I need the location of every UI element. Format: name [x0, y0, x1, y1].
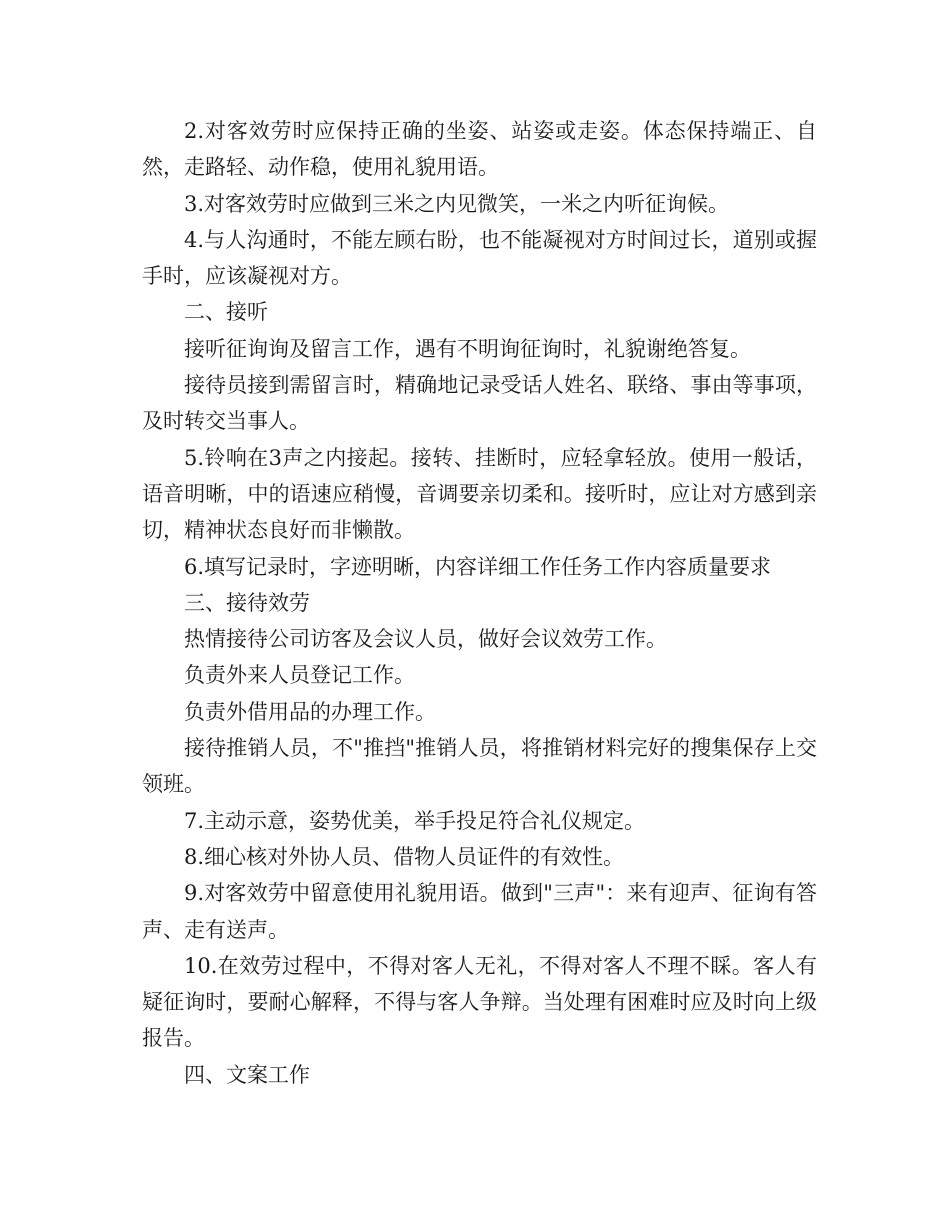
section-heading: 四、文案工作: [184, 1062, 310, 1087]
section-heading: 三、接待效劳: [184, 590, 310, 615]
paragraph: 2.对客效劳时应保持正确的坐姿、站姿或走姿。体态保持端正、自然，走路轻、动作稳，使用礼貌用语。: [142, 119, 817, 180]
paragraph: 9.对客效劳中留意使用礼貌用语。做到"三声"：来有迎声、征询有答声、走有送声。: [142, 881, 817, 942]
paragraph: 5.铃响在3声之内接起。接转、挂断时，应轻拿轻放。使用一般话，语音明晰，中的语速应稍慢，音调要亲切柔和。接听时，应让对方感到亲切，精神状态良好而非懒散。: [142, 445, 817, 543]
paragraph: 6.填写记录时，字迹明晰，内容详细工作任务工作内容质量要求: [184, 554, 772, 579]
paragraph: 7.主动示意，姿势优美，举手投足符合礼仪规定。: [184, 808, 646, 833]
paragraph: 负责外借用品的办理工作。: [184, 699, 436, 724]
paragraph: 接听征询询及留言工作，遇有不明询征询时，礼貌谢绝答复。: [184, 336, 751, 361]
paragraph: 热情接待公司访客及会议人员，做好会议效劳工作。: [184, 627, 667, 652]
paragraph: 接待推销人员，不"推挡"推销人员，将推销材料完好的搜集保存上交领班。: [142, 736, 817, 797]
paragraph: 8.细心核对外协人员、借物人员证件的有效性。: [184, 844, 625, 869]
section-heading: 二、接听: [184, 300, 268, 325]
paragraph: 10.在效劳过程中，不得对客人无礼，不得对客人不理不睬。客人有疑征询时，要耐心解释，不得与客人争辩。当处理有困难时应及时向上级报告。: [142, 953, 817, 1051]
paragraph: 4.与人沟通时，不能左顾右盼，也不能凝视对方时间过长，道别或握手时，应该凝视对方。: [142, 227, 817, 289]
paragraph: 3.对客效劳时应做到三米之内见微笑，一米之内听征询候。: [184, 191, 730, 216]
paragraph: 负责外来人员登记工作。: [184, 663, 415, 688]
paragraph: 接待员接到需留言时，精确地记录受话人姓名、联络、事由等事项，及时转交当事人。: [142, 373, 817, 434]
document-page: [142, 113, 817, 1093]
